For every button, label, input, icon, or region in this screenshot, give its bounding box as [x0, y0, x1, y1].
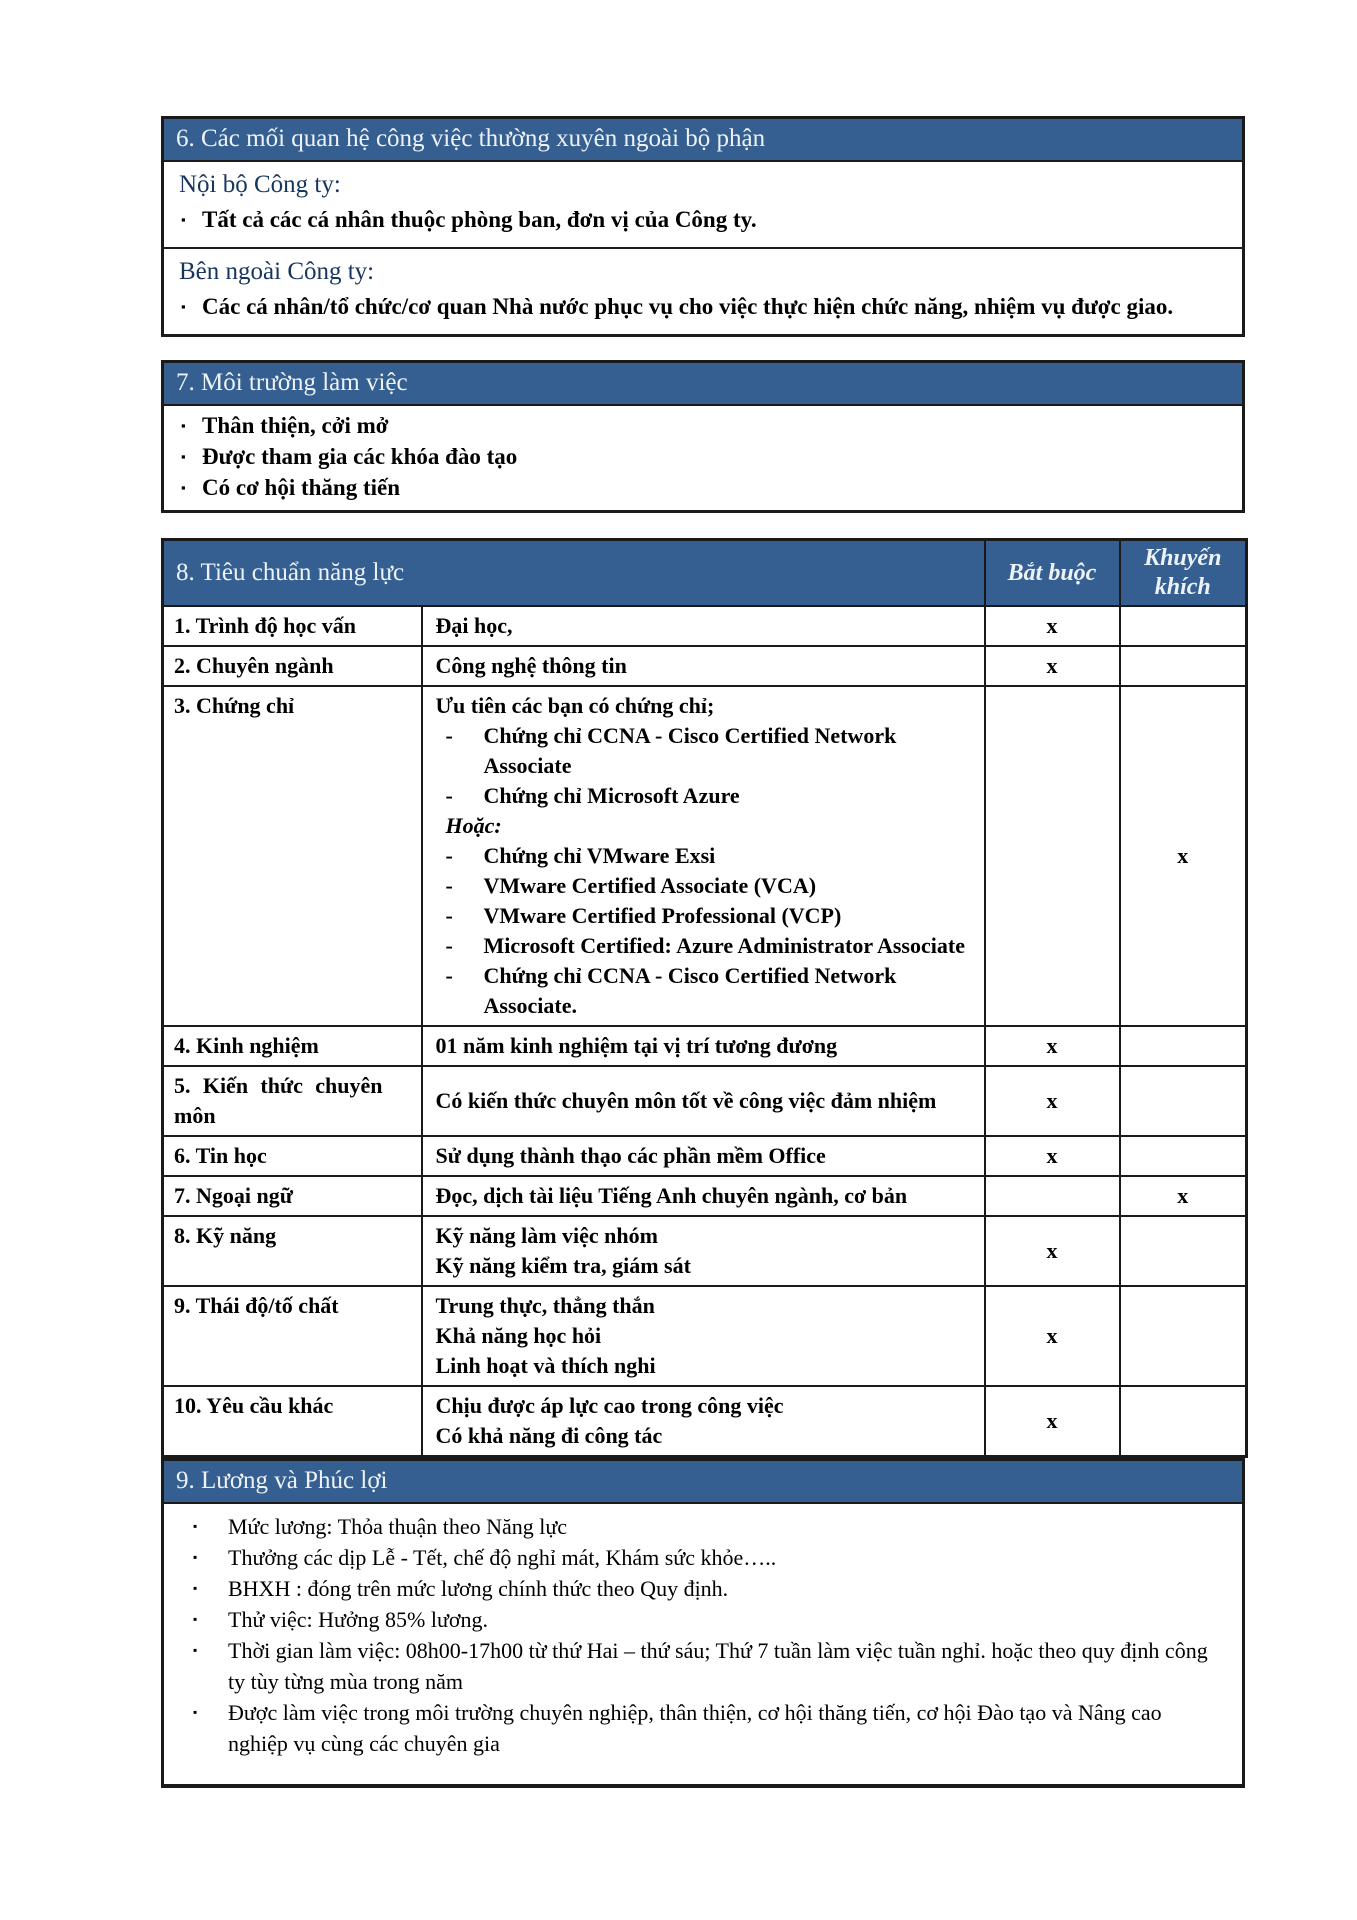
criteria-value-cell [422, 1026, 985, 1066]
criteria-row [163, 606, 1247, 646]
dash-bullet-icon: - [445, 723, 453, 748]
criteria-label-cell [163, 646, 422, 686]
dash-item-text: Chứng chỉ CCNA - Cisco Certified Network Associate. [483, 963, 897, 1018]
bullet-text: Thời gian làm việc: 08h00-17h00 từ thứ Hai – thứ sáu; Thứ 7 tuần làm việc tuần nghỉ. hoặc theo quy định công ty tùy từng mùa trong năm [228, 1638, 1208, 1694]
criteria-row [163, 1386, 1247, 1457]
preferred-mark-cell [1120, 1136, 1247, 1176]
criteria-label: 6. Tin học [174, 1143, 267, 1168]
required-mark-cell: x [985, 646, 1120, 686]
required-mark-cell: x [985, 1136, 1120, 1176]
criteria-row [163, 1026, 1247, 1066]
relation-bullet-item [164, 289, 1242, 325]
benefit-bullet-item [164, 1542, 1242, 1573]
dash-item-text: Chứng chỉ Microsoft Azure [483, 783, 740, 808]
criteria-table-body [163, 606, 1247, 1457]
preferred-mark-cell [1120, 1066, 1247, 1136]
preferred-mark-cell: x [1120, 686, 1247, 1026]
preferred-mark-cell: x [1120, 1176, 1247, 1216]
preferred-mark-cell [1120, 1386, 1247, 1457]
value-line: Có khả năng đi công tác [435, 1423, 663, 1448]
criteria-label-cell [163, 606, 422, 646]
criteria-value-cell [422, 1176, 985, 1216]
square-bullet-icon: ▪ [193, 1612, 198, 1626]
value-line: Đọc, dịch tài liệu Tiếng Anh chuyên ngành, cơ bản [435, 1183, 908, 1208]
required-mark-cell: x [985, 1026, 1120, 1066]
bullet-text: Được tham gia các khóa đào tạo [202, 444, 518, 469]
value-subheading: Hoặc: [445, 813, 502, 838]
column-header-required: Bắt buộc [985, 540, 1120, 607]
value-line: Đại học, [435, 613, 513, 638]
dash-list-item [446, 901, 966, 931]
criteria-label-cell [163, 1026, 422, 1066]
value-line: Ưu tiên các bạn có chứng chỉ; [435, 693, 715, 718]
criteria-label-cell [163, 1386, 422, 1457]
relation-group-row [164, 247, 1242, 334]
required-mark-cell: x [985, 1216, 1120, 1286]
section-6-relations-table [161, 116, 1245, 337]
relation-group-row [164, 162, 1242, 247]
column-header-preferred: Khuyến khích [1120, 540, 1247, 607]
preferred-mark-cell [1120, 646, 1247, 686]
criteria-row [163, 686, 1247, 1026]
criteria-row [163, 1286, 1247, 1386]
section-6-body [164, 162, 1242, 334]
benefit-bullet-item [164, 1604, 1242, 1635]
dash-list-item [446, 931, 966, 961]
square-bullet-icon: ▪ [193, 1705, 198, 1719]
criteria-label-cell [163, 1066, 422, 1136]
criteria-label: 10. Yêu cầu khác [174, 1393, 334, 1418]
dash-bullet-icon: - [445, 903, 453, 928]
criteria-value-cell [422, 606, 985, 646]
required-mark-cell: x [985, 1066, 1120, 1136]
dash-list-item [446, 781, 966, 811]
environment-bullet-item [164, 410, 1242, 441]
section-9-benefits-table [161, 1458, 1245, 1788]
criteria-label: 3. Chứng chỉ [174, 693, 295, 718]
dash-bullet-icon: - [445, 933, 453, 958]
criteria-label: 8. Kỹ năng [174, 1223, 277, 1248]
value-line: 01 năm kinh nghiệm tại vị trí tương đương [435, 1033, 838, 1058]
criteria-row [163, 646, 1247, 686]
square-bullet-icon: ▪ [181, 480, 186, 495]
value-line: Công nghệ thông tin [435, 653, 627, 678]
dash-list-item [446, 961, 966, 1021]
document-content [161, 116, 1245, 1788]
bullet-text: Được làm việc trong môi trường chuyên nghiệp, thân thiện, cơ hội thăng tiến, cơ hội Đào tạo và Nâng cao nghiệp vụ cùng các chuyên gia [228, 1700, 1162, 1756]
square-bullet-icon: ▪ [193, 1643, 198, 1657]
criteria-label: 7. Ngoại ngữ [174, 1183, 293, 1208]
benefit-bullet-item [164, 1511, 1242, 1542]
bullet-text: Có cơ hội thăng tiến [202, 475, 401, 500]
square-bullet-icon: ▪ [181, 418, 186, 433]
criteria-value-cell [422, 1136, 985, 1176]
criteria-row [163, 1136, 1247, 1176]
square-bullet-icon: ▪ [193, 1550, 198, 1564]
criteria-row [163, 1066, 1247, 1136]
bullet-text: Mức lương: Thỏa thuận theo Năng lực [228, 1514, 568, 1539]
dash-item-text: Microsoft Certified: Azure Administrator Associate [483, 933, 965, 958]
section-7-title: 7. Môi trường làm việc [176, 369, 408, 396]
dash-list-item [446, 721, 966, 781]
section-9-title: 9. Lương và Phúc lợi [176, 1467, 388, 1494]
value-line: Khả năng học hỏi [435, 1323, 602, 1348]
relation-scope-label: Nội bộ Công ty: [179, 171, 341, 198]
section-9-body [164, 1504, 1242, 1784]
section-7-body [164, 406, 1242, 510]
section-6-title: 6. Các mối quan hệ công việc thường xuyên ngoài bộ phận [176, 125, 766, 152]
criteria-row [163, 1216, 1247, 1286]
preferred-mark-cell [1120, 1026, 1247, 1066]
criteria-row [163, 1176, 1247, 1216]
preferred-mark-cell [1120, 1216, 1247, 1286]
criteria-label: 9. Thái độ/tố chất [174, 1293, 339, 1318]
criteria-label: 5. Kiến thức chuyên môn [174, 1073, 383, 1128]
preferred-mark-cell [1120, 1286, 1247, 1386]
dash-bullet-icon: - [445, 783, 453, 808]
section-7-environment-table [161, 360, 1245, 513]
criteria-value-cell [422, 1216, 985, 1286]
criteria-label-cell [163, 1136, 422, 1176]
required-mark-cell: x [985, 1286, 1120, 1386]
dash-item-text: Chứng chỉ CCNA - Cisco Certified Network Associate [483, 723, 897, 778]
dash-bullet-icon: - [445, 963, 453, 988]
criteria-label: 1. Trình độ học vấn [174, 613, 356, 638]
dash-list-item [446, 841, 966, 871]
preferred-mark-cell [1120, 606, 1247, 646]
section-9-header [164, 1461, 1242, 1504]
criteria-label-cell [163, 686, 422, 1026]
bullet-text: BHXH : đóng trên mức lương chính thức theo Quy định. [228, 1576, 729, 1601]
environment-bullet-item [164, 441, 1242, 472]
bullet-text: Thử việc: Hưởng 85% lương. [228, 1607, 489, 1632]
square-bullet-icon: ▪ [181, 299, 186, 314]
relation-bullet-item [164, 202, 1242, 238]
dash-bullet-icon: - [445, 873, 453, 898]
value-line: Linh hoạt và thích nghi [435, 1353, 656, 1378]
value-line: Trung thực, thẳng thắn [435, 1293, 655, 1318]
benefit-bullet-item [164, 1635, 1242, 1697]
value-line: Chịu được áp lực cao trong công việc [435, 1393, 784, 1418]
square-bullet-icon: ▪ [193, 1519, 198, 1533]
environment-bullet-item [164, 472, 1242, 503]
square-bullet-icon: ▪ [181, 212, 186, 227]
required-mark-cell: x [985, 1386, 1120, 1457]
criteria-value-cell [422, 646, 985, 686]
section-8-criteria-table [161, 538, 1248, 1458]
dash-item-text: VMware Certified Professional (VCP) [483, 903, 842, 928]
required-mark-cell: x [985, 606, 1120, 646]
value-line: Có kiến thức chuyên môn tốt về công việc đảm nhiệm [435, 1088, 937, 1113]
dash-item-text: VMware Certified Associate (VCA) [483, 873, 817, 898]
benefit-bullet-item [164, 1697, 1242, 1759]
value-line: Kỹ năng kiểm tra, giám sát [435, 1253, 691, 1278]
bullet-text: Thưởng các dịp Lễ - Tết, chế độ nghỉ mát, Khám sức khỏe….. [228, 1545, 777, 1570]
required-mark-cell [985, 1176, 1120, 1216]
square-bullet-icon: ▪ [181, 449, 186, 464]
criteria-value-cell [422, 1066, 985, 1136]
criteria-label: 2. Chuyên ngành [174, 653, 334, 678]
dash-bullet-icon: - [445, 843, 453, 868]
criteria-value-cell [422, 1286, 985, 1386]
bullet-text: Tất cả các cá nhân thuộc phòng ban, đơn vị của Công ty. [202, 207, 757, 232]
dash-list-item [446, 871, 966, 901]
criteria-header-row [163, 540, 1247, 607]
dash-item-text: Chứng chỉ VMware Exsi [483, 843, 716, 868]
criteria-label-cell [163, 1286, 422, 1386]
criteria-table-header [163, 540, 1247, 607]
benefit-bullet-item [164, 1573, 1242, 1604]
criteria-label-cell [163, 1216, 422, 1286]
criteria-label: 4. Kinh nghiệm [174, 1033, 319, 1058]
criteria-label-cell [163, 1176, 422, 1216]
bullet-text: Các cá nhân/tổ chức/cơ quan Nhà nước phục vụ cho việc thực hiện chức năng, nhiệm vụ được giao. [202, 294, 1174, 319]
section-7-header [164, 363, 1242, 406]
square-bullet-icon: ▪ [193, 1581, 198, 1595]
value-line: Sử dụng thành thạo các phần mềm Office [435, 1143, 826, 1168]
required-mark-cell [985, 686, 1120, 1026]
bullet-text: Thân thiện, cởi mở [202, 413, 389, 438]
section-6-header [164, 119, 1242, 162]
value-line: Kỹ năng làm việc nhóm [435, 1223, 658, 1248]
criteria-value-cell [422, 1386, 985, 1457]
section-8-title: 8. Tiêu chuẩn năng lực [163, 540, 985, 607]
criteria-value-cell [422, 686, 985, 1026]
relation-scope-label: Bên ngoài Công ty: [179, 258, 375, 285]
